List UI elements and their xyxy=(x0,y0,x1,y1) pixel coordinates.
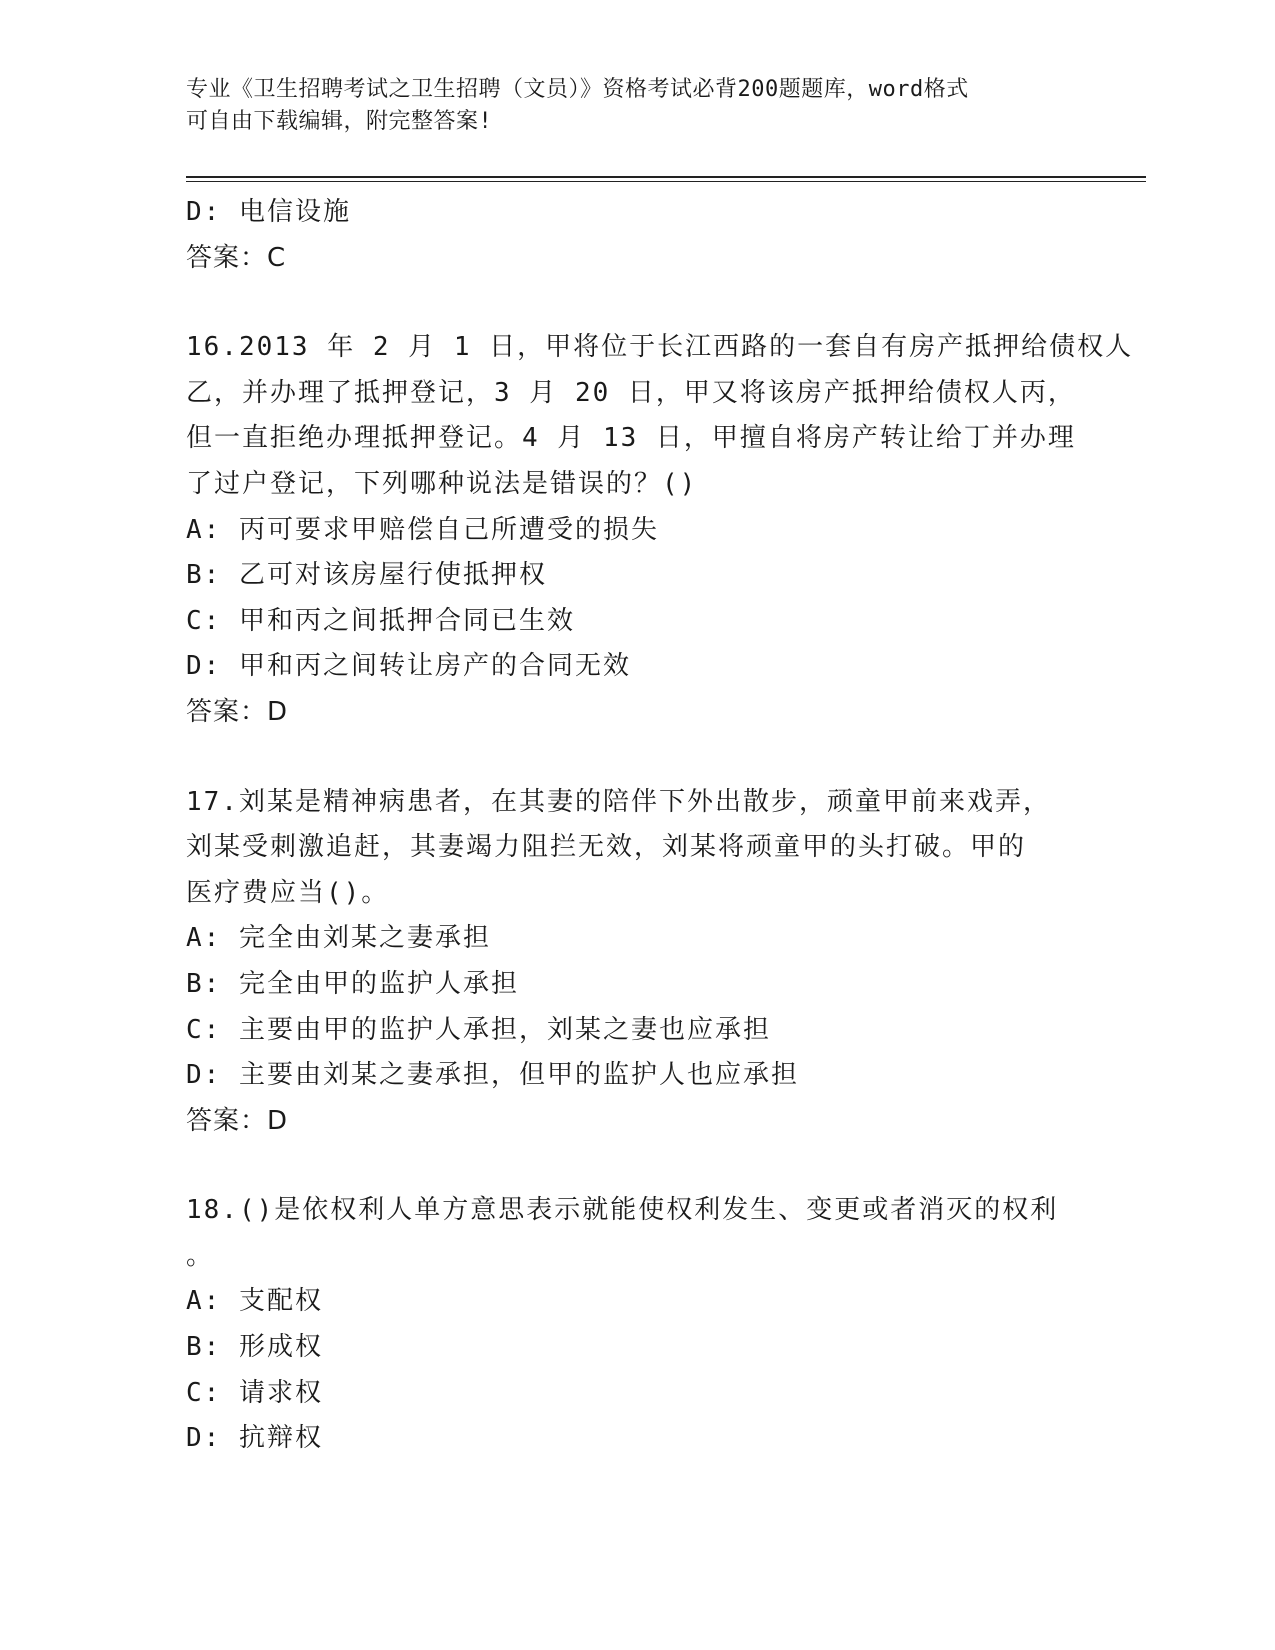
document-header xyxy=(186,74,1086,138)
option-b: B: 乙可对该房屋行使抵押权 xyxy=(186,560,547,591)
header-line-1: 专业《卫生招聘考试之卫生招聘（文员）》资格考试必背200题题库，word格式 xyxy=(186,77,969,102)
answer-line: 答案：D xyxy=(186,1105,289,1136)
question-gap xyxy=(186,1144,1086,1188)
question-stem-line: 17.刘某是精神病患者，在其妻的陪伴下外出散步，顽童甲前来戏弄， xyxy=(186,786,1051,817)
option-c: C: 请求权 xyxy=(186,1377,323,1408)
option-b: B: 形成权 xyxy=(186,1332,323,1363)
answer-line: 答案：D xyxy=(186,696,289,727)
question-17 xyxy=(186,780,1086,1145)
question-16 xyxy=(186,325,1134,735)
option-b: B: 完全由甲的监护人承担 xyxy=(186,968,519,999)
question-stem-line: 医疗费应当()。 xyxy=(186,877,390,908)
option-d: D: 抗辩权 xyxy=(186,1423,323,1454)
question-gap xyxy=(186,736,1086,780)
option-a: A: 丙可要求甲赔偿自己所遭受的损失 xyxy=(186,514,659,545)
question-stem-line: 18.()是依权利人单方意思表示就能使权利发生、变更或者消灭的权利 xyxy=(186,1195,1059,1226)
question-gap xyxy=(186,281,1086,325)
question-stem-line: 刘某受刺激追赶，其妻竭力阻拦无效，刘某将顽童甲的头打破。甲的 xyxy=(186,832,1027,863)
option-d: D: 甲和丙之间转让房产的合同无效 xyxy=(186,651,631,682)
header-divider-thin xyxy=(186,181,1146,182)
header-divider-thick xyxy=(186,176,1146,178)
question-stem-line: 16.2013 年 2 月 1 日，甲将位于长江西路的一套自有房产抵押给债权人 xyxy=(186,332,1134,363)
option-c: C: 主要由甲的监护人承担，刘某之妻也应承担 xyxy=(186,1014,771,1045)
header-line-2: 可自由下载编辑，附完整答案! xyxy=(186,109,493,134)
question-stem-line: 了过户登记，下列哪种说法是错误的？() xyxy=(186,468,698,499)
question-content xyxy=(186,190,1134,1462)
question-stem-line: 乙，并办理了抵押登记，3 月 20 日，甲又将该房产抵押给债权人丙， xyxy=(186,377,1076,408)
question-stem-line: 但一直拒绝办理抵押登记。4 月 13 日，甲擅自将房产转让给丁并办理 xyxy=(186,423,1076,454)
question-15-tail xyxy=(186,190,1086,281)
answer-line: 答案：C xyxy=(186,242,287,273)
option-a: A: 支配权 xyxy=(186,1286,323,1317)
option-d: D: 电信设施 xyxy=(186,197,351,227)
question-stem-line: 。 xyxy=(186,1240,215,1271)
question-18 xyxy=(186,1188,1086,1462)
option-a: A: 完全由刘某之妻承担 xyxy=(186,923,491,954)
option-c: C: 甲和丙之间抵押合同已生效 xyxy=(186,605,575,636)
option-d: D: 主要由刘某之妻承担，但甲的监护人也应承担 xyxy=(186,1060,799,1091)
